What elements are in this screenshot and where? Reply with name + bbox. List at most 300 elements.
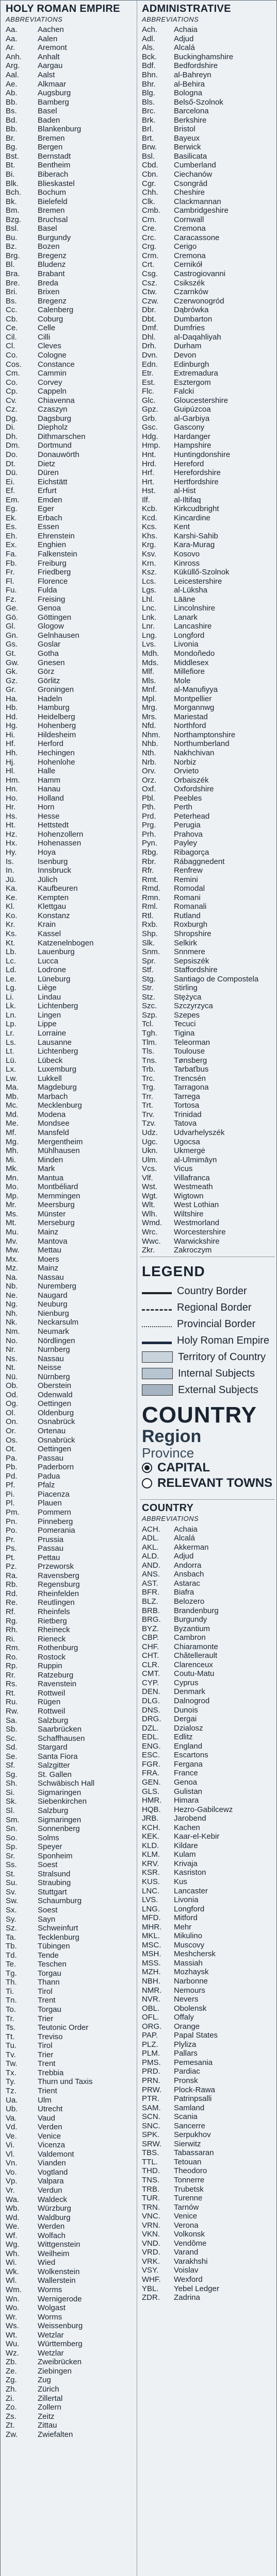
abbreviation-code: Wi. [6, 2258, 17, 2267]
abbreviation-name: Luxemburg [38, 1065, 77, 1074]
abbreviation-entry [142, 35, 273, 44]
abbreviation-code: Dh. [6, 432, 18, 441]
abbreviation-entry [142, 2085, 273, 2094]
abbreviation-name: Tortosa [174, 1101, 200, 1110]
legend-item-label: Territory of Country [178, 1351, 266, 1363]
abbreviation-code: Wl. [6, 2276, 17, 2285]
abbreviation-code: VND. [142, 2239, 160, 2248]
abbreviation-code: Bb. [6, 125, 18, 134]
abbreviation-name: Longford [174, 1904, 205, 1913]
abbreviation-code: LVS. [142, 1895, 158, 1905]
abbreviation-name: Wolgast [38, 2303, 66, 2313]
abbreviation-entry [6, 1463, 135, 1472]
abbreviation-code: Mv. [6, 1236, 18, 1246]
abbreviation-code: Cbd. [142, 161, 158, 170]
abbreviation-code: Anh. [6, 52, 22, 61]
abbreviation-name: Basilicata [174, 151, 207, 161]
abbreviation-code: Mc. [6, 1101, 19, 1110]
abbreviation-name: Rutland [174, 911, 201, 920]
abbreviation-code: Se. [6, 1752, 18, 1761]
abbreviation-code: Sm. [6, 1815, 20, 1824]
abbreviation-code: NMR. [142, 1986, 162, 1995]
abbreviation-name: Cambridgeshire [174, 206, 229, 215]
abbreviation-code: Ua. [6, 2095, 18, 2105]
abbreviation-code: Mlf. [142, 667, 155, 676]
abbreviation-name: Lancaster [174, 1886, 208, 1895]
abbreviation-code: DZL. [142, 1723, 159, 1733]
abbreviation-name: Dąbrówka [174, 306, 209, 315]
abbreviation-code: Fa. [6, 549, 17, 558]
abbreviation-code: LNG. [142, 1904, 160, 1913]
abbreviation-code: ZDR. [142, 2293, 160, 2302]
abbreviation-name: Csongrád [174, 179, 208, 188]
abbreviation-name: Kincardine [174, 513, 210, 522]
abbreviation-name: Verona [174, 2221, 199, 2230]
abbreviation-code: Tgh. [142, 1028, 158, 1038]
abbreviation-name: Mainz [38, 1264, 59, 1273]
abbreviation-name: Basel [38, 107, 57, 116]
abbreviation-entry [6, 1888, 135, 1897]
abbreviation-code: Hi. [6, 730, 15, 739]
abbreviation-entry [6, 875, 135, 884]
abbreviation-name: Rheinfelden [38, 1589, 79, 1598]
abbreviation-name: Orvieto [174, 767, 199, 776]
abbreviation-entry [6, 622, 135, 631]
abbreviation-code: Lt. [6, 1047, 14, 1056]
abbreviation-code: Hf. [6, 739, 16, 749]
abbreviation-name: Saarbrücken [38, 1725, 82, 1734]
abbreviation-code: Bzg. [6, 215, 22, 224]
abbreviation-name: Tetouan [174, 2157, 202, 2166]
abbreviation-entry [142, 450, 273, 460]
abbreviation-name: Waldeck [38, 2195, 67, 2204]
abbreviation-code: CHT. [142, 1651, 159, 1660]
abbreviation-name: Pomerania [38, 1526, 75, 1535]
abbreviation-name: Northford [174, 721, 206, 731]
abbreviation-name: Blieskastel [38, 179, 75, 188]
abbreviation-code: Ar. [6, 43, 15, 53]
abbreviation-entry [6, 1327, 135, 1336]
abbreviation-name: Buckinghamshire [174, 52, 234, 61]
abbreviation-entry [6, 2285, 135, 2295]
abbreviation-entry [142, 1823, 273, 1832]
abbreviation-name: Nurnberg [38, 1345, 70, 1354]
abbreviation-entry [6, 1906, 135, 1915]
abbreviation-name: Speyer [38, 1842, 62, 1852]
abbreviation-code: AND. [142, 1561, 160, 1570]
abbreviation-entry [6, 1508, 135, 1517]
abbreviation-entry [142, 1065, 273, 1074]
abbreviation-entry [6, 1381, 135, 1391]
abbreviation-name: Trier [38, 2014, 54, 2023]
abbreviation-entry [6, 1336, 135, 1345]
abbreviation-name: Falcki [174, 387, 194, 396]
abbreviation-name: Santiago de Compostela [174, 974, 259, 984]
abbreviation-entry [142, 2202, 273, 2212]
abbreviation-code: Sr. [6, 1851, 15, 1860]
abbreviation-code: Dmf. [142, 324, 158, 333]
abbreviation-entry [6, 1182, 135, 1192]
abbreviation-entry [6, 1228, 135, 1237]
abbreviation-code: Pr. [6, 1535, 15, 1544]
abbreviation-code: Pyn. [142, 839, 158, 848]
abbreviation-name: Toulouse [174, 1047, 205, 1056]
abbreviation-code: KEK. [142, 1832, 160, 1841]
abbreviation-name: Ribagorça [174, 848, 209, 857]
abbreviation-code: Rd. [6, 1589, 18, 1598]
abbreviation-code: Pt. [6, 1553, 15, 1562]
abbreviation-entry [6, 2276, 135, 2285]
abbreviation-code: TUR. [142, 2194, 160, 2203]
abbreviation-code: Mds. [142, 658, 159, 667]
abbreviation-entry [142, 1200, 273, 1210]
legend-section [140, 1259, 275, 1400]
abbreviation-name: Hohenzollern [38, 829, 84, 839]
abbreviation-name: Hoya [38, 848, 56, 857]
abbreviation-name: al-Hist [174, 486, 196, 496]
abbreviation-code: Jü. [6, 875, 17, 884]
abbreviation-name: Gloucestershire [174, 396, 229, 405]
abbreviation-name: Bruchsal [38, 215, 68, 224]
abbreviation-entry [6, 1616, 135, 1625]
abbreviation-name: Belső-Szolnok [174, 97, 223, 107]
abbreviation-entry [142, 197, 273, 206]
abbreviation-code: Dhl. [142, 332, 156, 342]
abbreviation-entry [6, 1038, 135, 1047]
abbreviation-code: Le. [6, 974, 17, 984]
abbreviation-code: Lx. [6, 1065, 17, 1074]
abbreviation-entry [142, 1715, 273, 1724]
abbreviation-code: Fu. [6, 586, 17, 595]
abbreviation-name: Clackmannan [174, 197, 221, 206]
abbreviation-code: Pd. [6, 1471, 18, 1481]
abbreviation-name: Trinidad [174, 1110, 202, 1119]
abbreviation-name: Kosovo [174, 549, 200, 558]
abbreviation-code: SRW. [142, 2139, 162, 2148]
abbreviation-entry [142, 920, 273, 929]
abbreviation-entry [142, 1886, 273, 1895]
abbreviation-name: Trient [38, 2086, 57, 2095]
abbreviation-code: Bsl. [6, 224, 19, 233]
abbreviation-entry [6, 667, 135, 676]
abbreviation-entry [6, 2023, 135, 2032]
abbreviation-entry [142, 929, 273, 939]
abbreviation-entry [6, 2032, 135, 2041]
abbreviation-code: Snm. [142, 947, 160, 957]
legend-item-label: Provincial Border [177, 1318, 256, 1330]
abbreviation-entry [142, 71, 273, 80]
abbreviation-code: Pm. [6, 1507, 20, 1517]
abbreviation-code: SCN. [142, 2112, 160, 2122]
abbreviation-entry [6, 2150, 135, 2159]
abbreviation-entry [6, 2321, 135, 2331]
abbreviation-entry [6, 1255, 135, 1264]
abbreviation-entry [6, 1218, 135, 1228]
abbreviation-name: Sigmaringen [38, 1788, 82, 1797]
abbreviation-code: Hmp. [142, 441, 160, 450]
abbreviation-code: Bz. [6, 242, 17, 251]
abbreviation-entry [6, 1119, 135, 1128]
abbreviation-name: Ehrenstein [38, 531, 75, 540]
abbreviation-name: Regensburg [38, 1580, 80, 1589]
abbreviation-entry [6, 152, 135, 161]
abbreviation-name: Peterhead [174, 811, 210, 821]
abbreviation-entry [6, 1164, 135, 1174]
abbreviation-code: BFR. [142, 1588, 160, 1597]
abbreviation-code: Wst. [142, 1182, 157, 1192]
abbreviation-entry [142, 1995, 273, 2004]
abbreviation-entry [142, 965, 273, 975]
abbreviation-code: Mw. [6, 1246, 20, 1255]
abbreviation-name: Huntingdonshire [174, 450, 231, 459]
abbreviation-entry [6, 902, 135, 911]
abbreviation-entry [6, 1409, 135, 1418]
abbreviation-code: Cos. [6, 360, 22, 369]
abbreviation-code: Ge. [6, 604, 19, 613]
abbreviation-name: Westmeath [174, 1182, 213, 1192]
abbreviation-code: Lng. [142, 631, 157, 640]
abbreviation-code: Ho. [6, 793, 18, 803]
abbreviation-name: Nördlingen [38, 1336, 75, 1345]
abbreviation-code: Is. [6, 857, 14, 866]
abbreviation-entry [6, 342, 135, 351]
abbreviation-code: VNC. [142, 2212, 160, 2221]
abbreviation-name: Montbéliard [38, 1182, 78, 1192]
abbreviation-entry [6, 2141, 135, 2150]
abbreviation-entry [142, 1218, 273, 1228]
abbreviation-name: Gascony [174, 423, 205, 432]
abbreviation-code: Tu. [6, 2041, 17, 2050]
abbreviation-code: Trr. [142, 1092, 153, 1101]
abbreviation-entry [6, 1110, 135, 1120]
abbreviation-name: Klettgau [38, 902, 67, 911]
abbreviation-entry [142, 1524, 273, 1534]
country-symbol-icon [142, 1292, 172, 1294]
abbreviation-name: Pommern [38, 1507, 72, 1517]
abbreviation-code: Ol. [6, 1408, 16, 1417]
abbreviation-name: Rothenburg [38, 1643, 78, 1653]
abbreviation-code: Wb. [6, 2204, 20, 2213]
abbreviation-entry [6, 586, 135, 595]
abbreviation-code: KUS. [142, 1877, 160, 1886]
abbreviation-name: Bludenz [38, 260, 66, 269]
abbreviation-code: Wgt. [142, 1191, 158, 1200]
abbreviation-entry [6, 97, 135, 107]
abbreviation-name: Memmingen [38, 1191, 80, 1200]
abbreviation-code: Lnr. [142, 622, 155, 631]
abbreviation-entry [142, 604, 273, 613]
abbreviation-entry [6, 2412, 135, 2421]
abbreviation-name: Liège [38, 984, 57, 993]
abbreviation-code: Tlm. [142, 1038, 157, 1047]
abbreviation-name: Württemberg [38, 2340, 83, 2349]
abbreviation-code: Gz. [6, 676, 18, 685]
abbreviation-code: Rf. [6, 1607, 16, 1616]
abbreviation-name: Biberach [38, 170, 69, 179]
abbreviation-name: Cyprus [174, 1678, 199, 1687]
abbreviation-name: Wexford [174, 2275, 203, 2284]
abbreviation-code: Wo. [6, 2303, 20, 2313]
abbreviation-entry [6, 1625, 135, 1635]
abbreviation-code: AKL. [142, 1543, 159, 1552]
abbreviation-name: Pronsk [174, 2076, 198, 2085]
abbreviation-entry [142, 731, 273, 740]
abbreviation-name: Passau [38, 1544, 64, 1553]
abbreviation-entry [6, 414, 135, 423]
abbreviation-name: Padua [38, 1471, 60, 1481]
abbreviation-name: Pinneberg [38, 1517, 73, 1526]
typography-region: Region [142, 1427, 202, 1447]
abbreviation-entry [6, 2014, 135, 2023]
abbreviation-code: Zh. [6, 2385, 17, 2394]
abbreviation-name: Worcestershire [174, 1228, 226, 1236]
abbreviation-name: Alkmaar [38, 79, 67, 89]
abbreviation-name: Sigmaringen [38, 1815, 82, 1824]
abbreviation-entry [6, 857, 135, 866]
abbreviation-code: Lnk. [142, 613, 157, 622]
abbreviation-code: Rbg. [142, 848, 158, 857]
abbreviation-name: Rottweil [38, 1688, 66, 1698]
abbreviation-name: Neisse [38, 1363, 61, 1372]
abbreviation-code: Cm. [6, 369, 20, 378]
abbreviation-entry [6, 739, 135, 749]
abbreviation-code: Hb. [6, 703, 18, 713]
abbreviation-code: Bhr. [142, 79, 156, 89]
abbreviation-name: Marbach [38, 1092, 68, 1101]
abbreviation-entry [6, 115, 135, 125]
abbreviation-entry [142, 1805, 273, 1814]
abbreviation-code: Mg. [6, 1137, 19, 1146]
typography-country: COUNTRY [142, 1402, 257, 1428]
abbreviation-code: Wn. [6, 2294, 20, 2303]
abbreviation-entry [142, 79, 273, 89]
abbreviation-code: Hs. [6, 811, 18, 821]
abbreviation-entry [142, 902, 273, 911]
abbreviation-entry [142, 1173, 273, 1182]
abbreviation-entry [142, 1624, 273, 1633]
abbreviation-entry [142, 658, 273, 667]
abbreviation-code: Mh. [6, 1146, 19, 1156]
abbreviation-name: Trebbia [38, 2068, 64, 2077]
abbreviation-entry [6, 143, 135, 152]
abbreviation-name: Kaar-el-Kebir [174, 1832, 220, 1841]
abbreviation-name: Thann [38, 1978, 60, 1987]
abbreviation-code: DEN. [142, 1687, 160, 1697]
abbreviation-entry [142, 685, 273, 694]
abbreviation-entry [6, 929, 135, 939]
abbreviation-entry [142, 1679, 273, 1688]
abbreviation-code: YBL. [142, 2284, 159, 2293]
abbreviation-entry [142, 993, 273, 1002]
abbreviation-name: Pfalz [38, 1481, 55, 1490]
abbreviation-code: Tb. [6, 1942, 17, 1951]
abbreviation-code: VSY. [142, 2266, 159, 2275]
abbreviation-code: TNS. [142, 2176, 160, 2185]
abbreviation-code: OBL. [142, 2004, 160, 2013]
abbreviation-entry [6, 1273, 135, 1282]
abbreviation-code: Mo. [6, 1182, 19, 1192]
abbreviation-name: Shropshire [174, 929, 211, 938]
abbreviation-code: Gw. [6, 658, 19, 667]
abbreviation-entry [6, 2421, 135, 2430]
capital-marker-icon [142, 1463, 152, 1473]
abbreviation-name: Csikszék [174, 278, 205, 287]
abbreviation-code: Tls. [142, 1047, 155, 1056]
abbreviation-entry [142, 260, 273, 269]
abbreviation-name: Rottweil [38, 1706, 66, 1716]
abbreviation-entry [142, 2049, 273, 2058]
abbreviation-entry [6, 821, 135, 830]
abbreviation-code: Rbr. [142, 857, 156, 866]
abbreviation-entry [142, 1986, 273, 1995]
abbreviation-entry [6, 1155, 135, 1164]
abbreviation-entry [142, 1814, 273, 1823]
abbreviation-name: Oldenburg [38, 1408, 74, 1417]
abbreviation-name: Himara [174, 1796, 199, 1805]
abbreviation-name: Modena [38, 1110, 66, 1119]
abbreviation-name: Wied [38, 2258, 56, 2267]
abbreviation-entry [6, 595, 135, 604]
abbreviation-name: Wetzlar [38, 2330, 64, 2340]
abbreviation-entry [6, 1074, 135, 1083]
abbreviation-name: Szepes [174, 1010, 200, 1020]
abbreviation-code: LNC. [142, 1886, 160, 1895]
abbreviation-code: ENG. [142, 1741, 161, 1751]
abbreviation-entry [6, 2213, 135, 2222]
abbreviation-code: Tw. [6, 2059, 18, 2069]
abbreviation-code: Hdg. [142, 432, 158, 441]
abbreviation-entry [142, 1977, 273, 1986]
abbreviation-code: PLZ. [142, 2040, 158, 2049]
abbreviation-code: MSH. [142, 1950, 161, 1959]
abbreviation-name: Solms [38, 1833, 59, 1842]
abbreviation-name: Mondoñedo [174, 649, 215, 658]
abbreviation-code: Bs. [6, 107, 17, 116]
abbreviation-name: Piacenza [38, 1489, 70, 1499]
abbreviation-entry [6, 1761, 135, 1770]
abbreviation-name: Worms [38, 2285, 62, 2294]
abbreviation-name: Cerigo [174, 242, 197, 251]
abbreviation-entry [142, 1941, 273, 1950]
abbreviation-entry [142, 1850, 273, 1859]
abbreviation-entry [6, 884, 135, 893]
abbreviation-name: Freising [38, 595, 66, 604]
abbreviation-code: VRD. [142, 2248, 160, 2257]
abbreviation-code: Bb. [6, 97, 18, 107]
abbreviation-name: Torgau [38, 1969, 61, 1978]
abbreviation-entry [142, 1859, 273, 1869]
abbreviation-code: Hy. [6, 848, 17, 857]
abbreviation-name: Castrogiovanni [174, 269, 226, 279]
abbreviation-name: Clarenceux [174, 1660, 213, 1669]
abbreviation-name: Vicenza [38, 2141, 66, 2150]
abbreviation-entry [6, 920, 135, 929]
abbreviation-name: Byzantium [174, 1624, 210, 1633]
abbreviation-entry [6, 2113, 135, 2123]
legend-item-internal [142, 1365, 273, 1382]
abbreviation-name: Tecklenburg [38, 1933, 79, 1942]
abbreviation-entry [6, 1435, 135, 1445]
abbreviation-name: Reutlingen [38, 1598, 75, 1607]
abbreviation-name: Wigtown [174, 1191, 204, 1200]
abbreviation-entry [6, 477, 135, 486]
abbreviation-entry [6, 2231, 135, 2240]
abbreviation-name: Sonnenberg [38, 1824, 80, 1834]
abbreviation-name: Staffordshire [174, 965, 218, 975]
abbreviation-entry [142, 1950, 273, 1959]
abbreviation-entry [142, 1588, 273, 1597]
abbreviation-code: Wm. [6, 2285, 22, 2294]
